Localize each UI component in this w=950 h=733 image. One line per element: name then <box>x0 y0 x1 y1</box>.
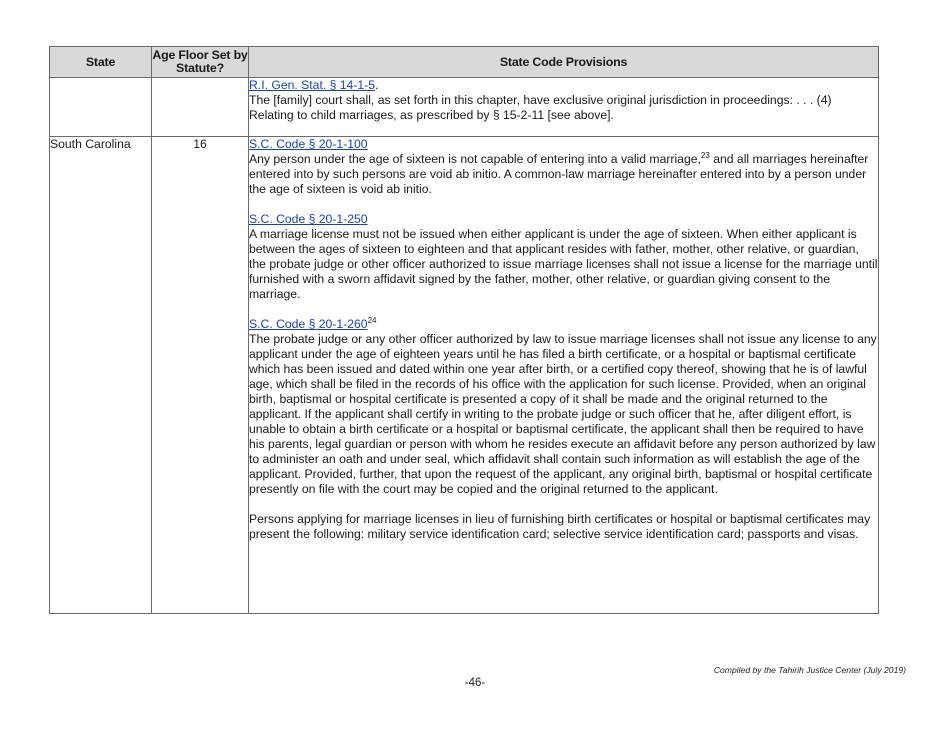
state-cell <box>50 78 152 137</box>
header-age-floor: Age Floor Set by Statute? <box>152 47 249 78</box>
citation-link-sc-20-1-100[interactable]: S.C. Code § 20-1-100 <box>249 137 368 151</box>
provision-text-before-note: Any person under the age of sixteen is not capable of entering into a valid marriage, <box>249 152 701 166</box>
provision-block <box>249 137 878 197</box>
state-cell: South Carolina <box>50 137 152 614</box>
footnote-marker[interactable]: 23 <box>700 150 710 160</box>
state-provisions-table <box>49 46 879 614</box>
provision-text: Persons applying for marriage licenses in lieu of furnishing birth certificates or hospital or baptismal certificates may present the following: military service identification card; selective service identification card; passports and visas. <box>249 512 871 541</box>
page-number: -46- <box>464 677 486 689</box>
footer-credit: Compiled by the Tahirih Justice Center (July 2019) <box>713 665 906 675</box>
provision-text: The [family] court shall, as set forth in this chapter, have exclusive original jurisdiction in proceedings: . . . (4) Relating to child marriages, as prescribed by § 15-2-11 [see above]. <box>249 93 832 122</box>
provision-citation-line <box>249 212 878 227</box>
provision-block <box>249 512 878 542</box>
header-state-code-provisions: State Code Provisions <box>249 47 879 78</box>
provision-text <box>249 152 878 197</box>
provision-block <box>249 78 878 123</box>
table-header-row <box>50 47 879 78</box>
age-floor-cell: 16 <box>152 137 249 614</box>
citation-link-sc-20-1-260[interactable]: S.C. Code § 20-1-260 <box>249 317 368 331</box>
provision-citation-line <box>249 137 878 152</box>
citation-link-sc-20-1-250[interactable]: S.C. Code § 20-1-250 <box>249 212 368 226</box>
header-state: State <box>50 47 152 78</box>
provision-citation-line <box>249 317 878 332</box>
provision-block <box>249 317 878 497</box>
provisions-cell <box>249 78 879 137</box>
provision-citation-line <box>249 78 878 93</box>
provision-text: The probate judge or any other officer authorized by law to issue marriage licenses shall not issue any license to any applicant under the age of eighteen years until he has filed a birth certificate, or a hospital or baptismal certificate which has been issued and dated within one year after birth, or a certified copy thereof, showing that he is of lawful age, which shall be filed in the records of his office with the application for such license. Provided, when an original birth, baptismal or hospital certificate is presented a copy of it shall be made and the original returned to the applicant. If the applicant shall certify in writing to the probate judge or such officer that he, after diligent effort, is unable to obtain a birth certificate or a hospital or baptismal certificate, the applicant shall then be required to have his parents, legal guardian or person with whom he resides execute an affidavit before any person authorized by law to administer an oath and under seal, which affidavit shall contain such information as will establish the age of the applicant. Provided, further, that upon the request of the applicant, any original birth, baptismal or hospital certificate presently on file with the court may be copied and the original returned to the applicant. <box>249 332 877 496</box>
footnote-marker[interactable]: 24 <box>367 315 377 325</box>
age-floor-cell <box>152 78 249 137</box>
provision-text: A marriage license must not be issued when either applicant is under the age of sixteen. When either applicant is between the ages of sixteen to eighteen and that applicant resides with father, mother, other relative, or guardian, the probate judge or other officer authorized to issue marriage licenses shall not issue a license for the marriage until furnished with a sworn affidavit signed by the father, mother, other relative, or guardian giving consent to the marriage. <box>249 227 878 301</box>
citation-trailing-period: . <box>375 78 379 92</box>
provisions-cell <box>249 137 879 614</box>
citation-link-ri-14-1-5[interactable]: R.I. Gen. Stat. § 14-1-5 <box>249 78 375 92</box>
provision-block <box>249 212 878 302</box>
provision-text-after-note: and all marriages hereinafter entered into by such persons are void ab initio. A common-law marriage hereinafter entered into by a person under the age of sixteen is void ab initio. <box>249 152 869 196</box>
table-row <box>50 78 879 137</box>
table-row <box>50 137 879 614</box>
